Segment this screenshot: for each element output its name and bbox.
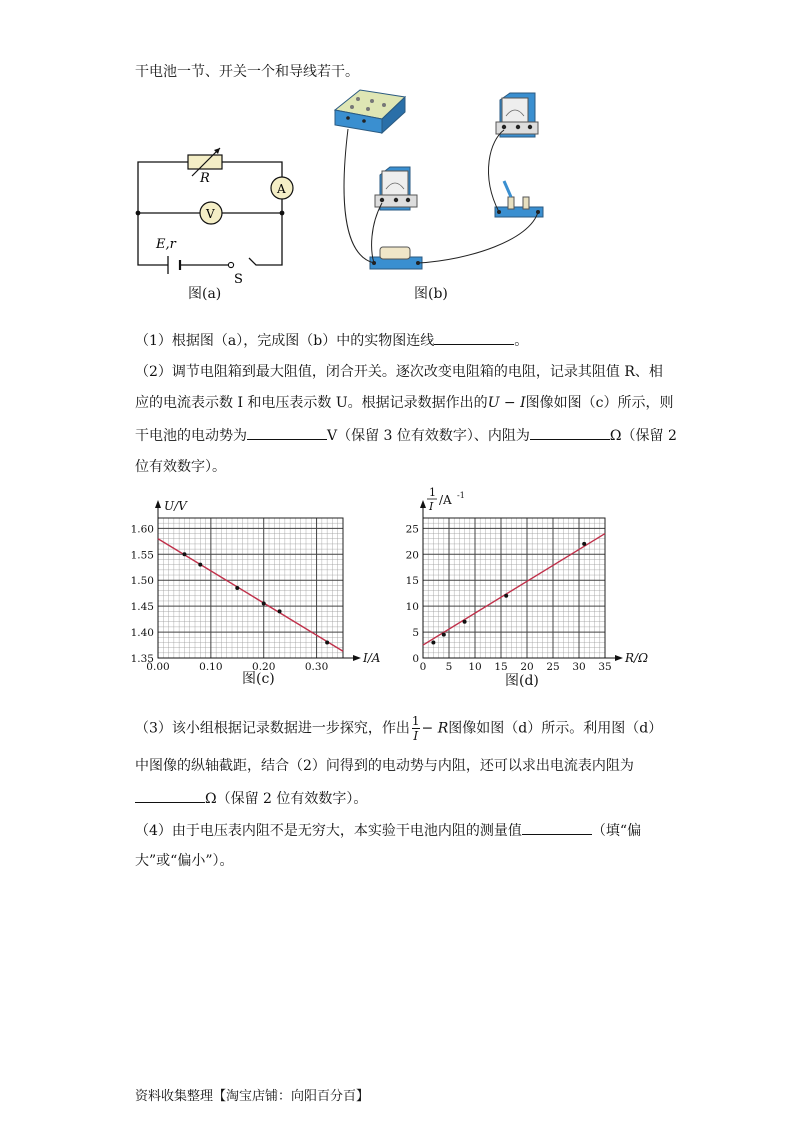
answer-blank-bias[interactable] xyxy=(522,820,592,835)
x-tick-label: 0.00 xyxy=(146,661,170,673)
y-tick-label: 15 xyxy=(405,575,419,588)
question-2-line-4: 位有效数字）。 xyxy=(135,459,226,475)
x-tick-label: 25 xyxy=(546,661,560,673)
x-axis-arrow xyxy=(615,655,623,661)
answer-blank-internal-resistance[interactable] xyxy=(530,425,610,440)
question-3-line-2: 中图像的纵轴截距，结合（2）问得到的电动势与内阻，还可以求出电流表内阻为 xyxy=(135,758,634,774)
variable-resistor-symbol xyxy=(188,155,222,169)
question-2-line-3: 干电池的电动势为 V（保留 3 位有效数字）、内阻为 Ω（保留 2 xyxy=(135,425,677,446)
y-axis-label-numerator: 1 xyxy=(429,486,436,499)
ammeter-label: A xyxy=(277,182,286,196)
switch-label: S xyxy=(234,272,243,287)
intro-line: 干电池一节、开关一个和导线若干。 xyxy=(135,64,359,80)
x-tick-label: 0 xyxy=(419,661,427,673)
switch-symbol xyxy=(228,262,233,267)
y-tick-label: 1.50 xyxy=(130,575,154,588)
x-tick-label: 0.30 xyxy=(304,661,329,673)
y-axis-label: U/V xyxy=(164,499,187,513)
question-3-line-3: Ω（保留 2 位有效数字）。 xyxy=(135,788,367,809)
y-tick-label: 10 xyxy=(405,601,419,614)
question-2-line-2: 应的电流表示数 I 和电压表示数 U。根据记录数据作出的U − I图像如图（c）所示，则 xyxy=(135,395,674,411)
data-point xyxy=(463,620,467,624)
question-4-line-1: （4）由于电压表内阻不是无穷大，本实验干电池内阻的测量值 （填“偏 xyxy=(135,820,641,841)
x-tick-label: 0.20 xyxy=(252,661,276,673)
question-3-line-1: （3）该小组根据记录数据进一步探究，作出 $\frac{1}{I}$ − R图像如图（d）所示。利用图（d） xyxy=(135,714,663,743)
battery-label: E,r xyxy=(156,237,176,252)
y-tick-label: 20 xyxy=(405,549,419,562)
ammeter-device xyxy=(496,93,538,137)
resistance-box xyxy=(335,90,405,133)
y-tick-label: 1.55 xyxy=(130,549,154,562)
data-point xyxy=(431,640,435,644)
x-tick-label: 15 xyxy=(494,661,508,673)
chart-d-caption: 图(d) xyxy=(505,673,539,689)
x-axis-label: I/A xyxy=(363,651,381,665)
answer-blank-1[interactable] xyxy=(434,330,514,345)
x-tick-label: 5 xyxy=(445,661,453,673)
fraction-1-over-i: $\frac{1}{I}$ xyxy=(411,714,420,743)
y-tick-label: 1.45 xyxy=(130,601,154,614)
y-tick-label: 1.40 xyxy=(130,627,154,640)
data-point xyxy=(182,552,186,556)
x-axis-arrow xyxy=(353,655,361,661)
chart-d xyxy=(395,480,660,685)
data-point xyxy=(235,586,239,590)
voltmeter-label: V xyxy=(206,207,215,221)
battery-holder xyxy=(370,247,422,269)
plot-frame xyxy=(423,518,605,658)
x-tick-label: 20 xyxy=(520,661,534,673)
question-2-line-1: （2）调节电阻箱到最大阻值，闭合开关。逐次改变电阻箱的电阻，记录其阻值 R、相 xyxy=(135,364,663,380)
x-tick-label: 0.10 xyxy=(199,661,223,673)
x-tick-label: 10 xyxy=(468,661,482,673)
y-axis-label-denominator: I xyxy=(429,500,434,513)
y-axis-arrow xyxy=(155,500,161,508)
question-4-line-2: 大”或“偏小”）。 xyxy=(135,853,234,869)
data-point xyxy=(504,594,508,598)
footer-note: 资料收集整理【淘宝店铺：向阳百分百】 xyxy=(135,1089,370,1104)
data-point xyxy=(278,609,282,613)
plot-frame xyxy=(158,518,343,658)
y-axis-label-unit: /A xyxy=(439,493,452,507)
data-point xyxy=(582,542,586,546)
y-tick-label: 25 xyxy=(405,523,419,536)
switch-device xyxy=(495,181,543,217)
apparatus-diagram-b xyxy=(330,85,560,285)
question-1: （1）根据图（a），完成图（b）中的实物图连线 。 xyxy=(135,330,528,351)
y-tick-label: 0 xyxy=(412,653,419,665)
x-tick-label: 35 xyxy=(598,661,612,673)
y-axis-arrow xyxy=(420,500,426,508)
x-axis-label: R/Ω xyxy=(625,651,649,665)
y-tick-label: 5 xyxy=(412,627,419,640)
y-axis-label-exponent: -1 xyxy=(457,491,465,500)
chart-c-caption: 图(c) xyxy=(242,671,275,687)
data-point xyxy=(198,563,202,567)
fit-line xyxy=(423,534,605,645)
answer-blank-ammeter-resistance[interactable] xyxy=(135,788,205,803)
data-point xyxy=(325,640,329,644)
x-tick-label: 30 xyxy=(572,661,586,673)
answer-blank-emf[interactable] xyxy=(247,425,327,440)
chart-c xyxy=(130,488,381,688)
data-point xyxy=(262,602,266,606)
figure-b-caption: 图(b) xyxy=(414,286,448,302)
y-tick-label: 1.35 xyxy=(130,653,154,665)
figure-a-caption: 图(a) xyxy=(188,286,222,302)
data-point xyxy=(442,633,446,637)
circuit-diagram-a xyxy=(130,140,310,300)
resistor-label: R xyxy=(200,171,210,186)
y-tick-label: 1.60 xyxy=(130,523,154,536)
